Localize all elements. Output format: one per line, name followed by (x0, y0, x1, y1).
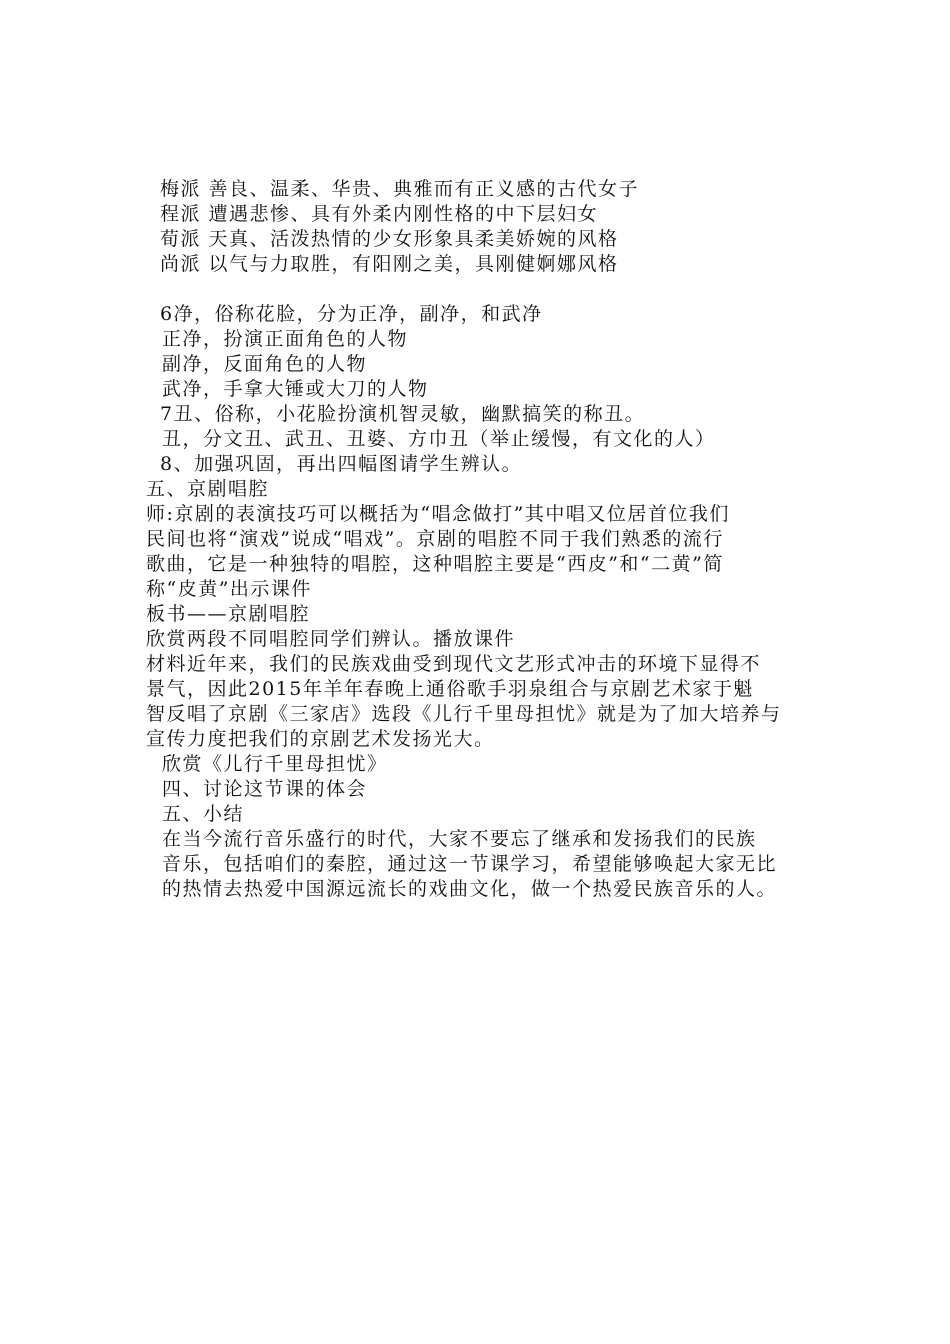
text-line-wujing: 武净，手拿大锤或大刀的人物 (162, 378, 429, 400)
text-line-meipai: 梅派 善良、温柔、华贵、典雅而有正义感的古代女子 (160, 178, 640, 200)
text-line-chou: 7丑、俗称，小花脸扮演机智灵敏，幽默搞笑的称丑。 (160, 403, 646, 425)
text-line-teacher-2: 民间也将“演戏”说成“唱戏”。京剧的唱腔不同于我们熟悉的流行 (146, 528, 724, 550)
text-line-chengpai: 程派 遭遇悲惨、具有外柔内刚性格的中下层妇女 (160, 203, 599, 225)
text-line-xunpai: 荀派 天真、活泼热情的少女形象具柔美娇婉的风格 (160, 228, 619, 250)
text-line-summary-3: 的热情去热爱中国源远流长的戏曲文化，做一个热爱民族音乐的人。 (162, 878, 778, 900)
text-line-appreciate-song: 欣赏《儿行千里母担忧》 (162, 753, 388, 775)
text-line-material-2: 景气，因此2015年羊年春晚上通俗歌手羽泉组合与京剧艺术家于魁 (146, 678, 754, 700)
text-line-material-1: 材料近年来，我们的民族戏曲受到现代文艺形式冲击的环境下显得不 (146, 653, 762, 675)
text-line-appreciate: 欣赏两段不同唱腔同学们辨认。播放课件 (146, 628, 516, 650)
text-line-material-4: 宣传力度把我们的京剧艺术发扬光大。 (146, 728, 495, 750)
text-line-material-3: 智反唱了京剧《三家店》选段《儿行千里母担忧》就是为了加大培养与 (146, 703, 782, 725)
text-line-summary-2: 音乐，包括咱们的秦腔，通过这一节课学习，希望能够唤起大家无比 (162, 853, 778, 875)
text-line-teacher-1: 师:京剧的表演技巧可以概括为“唱念做打”其中唱又位居首位我们 (146, 503, 730, 525)
text-line-chou-types: 丑，分文丑、武丑、丑婆、方巾丑（举止缓慢，有文化的人） (162, 428, 716, 450)
text-line-jing: 6净，俗称花脸，分为正净，副净，和武净 (160, 303, 543, 325)
text-line-reinforce: 8、加强巩固，再出四幅图请学生辨认。 (160, 453, 523, 475)
text-line-summary-1: 在当今流行音乐盛行的时代，大家不要忘了继承和发扬我们的民族 (162, 828, 757, 850)
section-heading-changqiang: 五、京剧唱腔 (146, 478, 270, 500)
text-line-zhengjing: 正净，扮演正面角色的人物 (162, 328, 409, 350)
text-line-shangpai: 尚派 以气与力取胜，有阳刚之美，具刚健婀娜风格 (160, 253, 619, 275)
text-line-fujing: 副净，反面角色的人物 (162, 353, 368, 375)
text-line-banshu: 板书——京剧唱腔 (146, 603, 311, 625)
text-line-teacher-3: 歌曲，它是一种独特的唱腔，这种唱腔主要是“西皮”和“二黄”简 (146, 553, 724, 575)
text-line-teacher-4: 称“皮黄”出示课件 (146, 578, 312, 600)
section-heading-summary: 五、小结 (162, 803, 245, 825)
section-heading-discussion: 四、讨论这节课的体会 (162, 778, 368, 800)
